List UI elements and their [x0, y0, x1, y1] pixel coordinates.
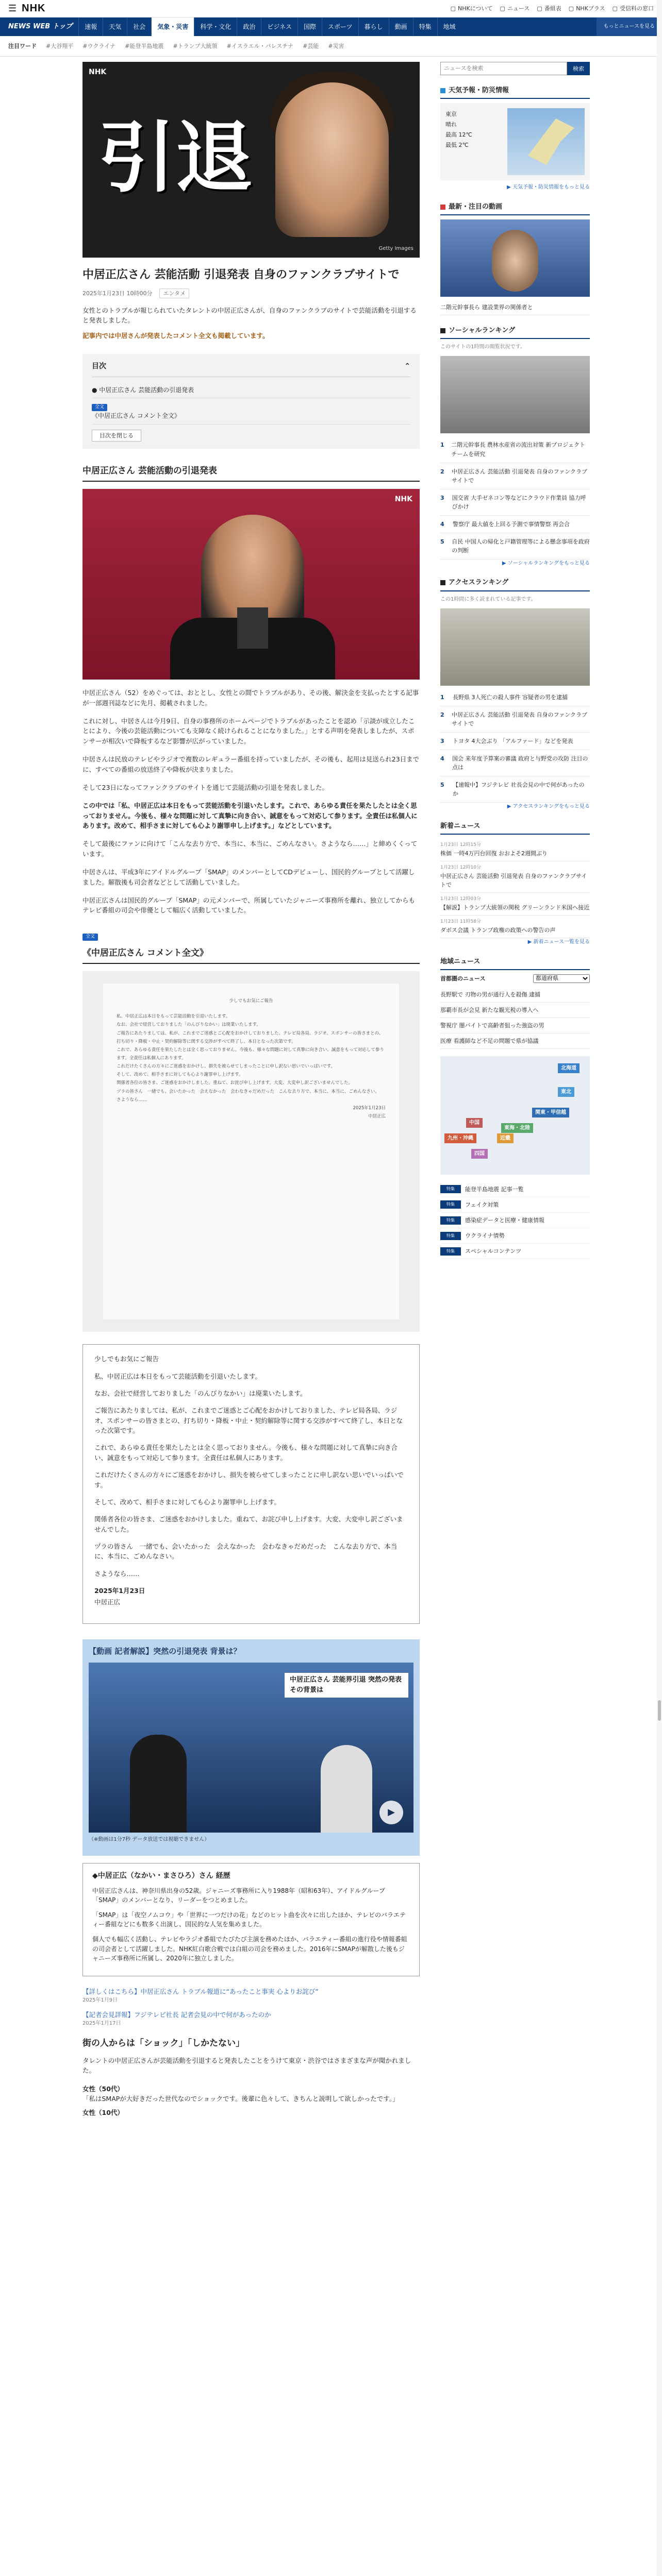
profile-paragraph: 「SMAP」は「夜空ノムコウ」や「世界に一つだけの花」などのヒット曲を次々に出したほか、テレビのバラエティー番組などにも数多く出演し、国民的な人気を集めました。	[92, 1911, 406, 1928]
letter-image-line: 中居正広	[368, 1113, 386, 1119]
trending-tag[interactable]: #ウクライナ	[82, 42, 116, 49]
nav-brand[interactable]: NEWS WEB トップ	[8, 22, 73, 30]
article	[82, 57, 420, 2122]
play-icon[interactable]: ▶	[379, 1801, 403, 1824]
letter-image-line: 関係者各位の皆さま、ご迷惑をおかけしました。重ねて、お詫び申し上げます。大変、大変申し訳ございませんでした。	[117, 1080, 353, 1086]
video-person-right	[321, 1745, 372, 1833]
region-map	[440, 1056, 590, 1175]
trending-label: 注目ワード	[8, 42, 37, 49]
letter-line: 私、中居正広は本日をもって芸能活動を引退いたします。	[94, 1372, 262, 1380]
nav-item-6[interactable]: ビジネス	[261, 18, 297, 36]
region-shikoku[interactable]: 四国	[471, 1149, 488, 1159]
top-header	[0, 0, 662, 18]
ranking-item[interactable]: 4 警察庁 最大値を上回る予測で事情警察 再会合	[440, 516, 590, 533]
access-ranking-image[interactable]	[440, 608, 590, 686]
table-of-contents	[82, 354, 420, 449]
profile-box	[82, 1863, 420, 1976]
more-new-link[interactable]: ▶ 新着ニュース一覧を見る	[527, 939, 590, 945]
video-title: 【動画 記者解説】突然の引退発表 背景は？	[89, 1646, 241, 1656]
page-title: 中居正広さん 芸能活動 引退発表 自身のファンクラブサイトで	[82, 268, 400, 281]
section2-head	[82, 931, 420, 941]
ranking-item[interactable]: 5 【速報中】フジテレビ 社長会見の中で何があったのか	[440, 776, 590, 803]
region-news-item[interactable]: 長野駅で 刃物の男が通行人を殺傷 逮捕	[440, 987, 590, 1003]
weather-summary: 東京 晴れ 最高 12℃ 最低 2℃	[445, 111, 472, 148]
news-item[interactable]: 1月23日 12時10分 中居正広さん 芸能活動 引退発表 自身のファンクラブサイトで	[440, 861, 590, 893]
region-news-item[interactable]: 警視庁 闇バイトで高齢者狙った強盗の男	[440, 1018, 590, 1033]
article-paragraph: 中居正広さん（52）をめぐっては、おととし、女性との間でトラブルがあり、その後、解決金を支払ったとする記事が一部週刊誌などに先月、掲載されました。	[82, 689, 419, 707]
region-news-title: 地域ニュース	[440, 957, 590, 970]
letter-line: これで、あらゆる責任を果たしたとは全く思っておりません。今後も、様々な問題に対して真摯に向き合い、誠意をもって対応して参ります。全責任は私個人にあります。	[94, 1444, 398, 1462]
search-input[interactable]	[440, 62, 567, 75]
ranking-icon	[440, 328, 445, 333]
toc-close-button[interactable]: 目次を閉じる	[92, 430, 141, 442]
nav-item-7[interactable]: 国際	[297, 18, 322, 36]
letter-image-line: なお、会社で経営しておりました「のんびりなかい」は廃業いたします。	[117, 1022, 261, 1028]
letter-image-line: さようなら……	[117, 1097, 147, 1103]
region-news-item[interactable]: 医療 看護師など不足の問題で県が協議	[440, 1033, 590, 1049]
letter-image-line: そして、改めて、相手さまに対しても心より謝罪申し上げます。	[117, 1072, 243, 1078]
voice-item	[82, 2108, 420, 2117]
video-caption: 中居正広さん 芸能界引退 突然の発表 その背景は	[285, 1673, 408, 1698]
video-icon	[440, 205, 445, 210]
microphone-icon	[237, 607, 268, 649]
letter-image-line: 少しでもお気にご報告	[229, 998, 273, 1004]
weather-map[interactable]	[440, 103, 590, 180]
related-date: 2025年1月9日	[82, 1997, 118, 2004]
top-link-fee[interactable]: ▢ 受信料の窓口	[612, 5, 654, 12]
ranking-item[interactable]: 3 国交省 大手ゼネコン等などにクラウド作業員 協力呼びかけ	[440, 489, 590, 516]
letter-line: さようなら……	[94, 1569, 140, 1578]
top-link-news[interactable]: ▢ ニュース	[500, 5, 530, 12]
article-date: 2025年1月23日 10時00分	[82, 290, 153, 297]
article-paragraph: タレントの中居正広さんが芸能活動を引退すると発表したことをうけて東京・渋谷ではさまざまな声が聞かれました。	[82, 2056, 411, 2075]
special-link[interactable]: 特集 フェイク対策	[440, 1197, 590, 1213]
thumbnail-face	[492, 230, 538, 292]
article-meta	[82, 289, 420, 298]
search-button[interactable]: 検索	[567, 62, 590, 75]
top-link-about[interactable]: ▢ NHKについて	[450, 5, 493, 12]
weather-icon	[440, 88, 445, 93]
hero-kanji: 引退	[98, 112, 253, 203]
social-ranking-image[interactable]	[440, 356, 590, 433]
article-paragraph: そして23日になってファンクラブのサイトを通じて芸能活動の引退を発表しました。	[82, 783, 329, 791]
voice-text: 「私はSMAPが大好きだった世代なのでショックです。後輩に色々して、きちんと説明して欲しかったです。」	[82, 2094, 399, 2103]
nav-item-0[interactable]: 速報	[78, 18, 103, 36]
letter-line: そして、改めて、相手さまに対しても心より謝罪申し上げます。	[94, 1498, 281, 1506]
new-news-title: 新着ニュース	[440, 821, 590, 835]
section-heading: 街の人からは「ショック」「しかたない」	[82, 2038, 245, 2049]
article-paragraph: 中居さんは民放のテレビやラジオで複数のレギュラー番組を持っていましたが、その後も、起用は見送られ23日までに、すべての番組の放送終了や降板が決まりました。	[82, 755, 420, 773]
voice-who: 女性（10代）	[82, 2109, 124, 2117]
letter-image-line: 2025年1月23日	[353, 1105, 386, 1111]
profile-title: ◆中居正広（なかい・まさひろ）さん 経歴	[92, 1871, 230, 1880]
ranking-item[interactable]: 5 自民 中国人の帰化と戸籍管理等による懸念事項を政府の判断	[440, 533, 590, 560]
trending-tag[interactable]: #芸能	[303, 42, 319, 49]
related-date: 2025年1月17日	[82, 2020, 121, 2026]
region-tohoku[interactable]: 東北	[558, 1087, 574, 1097]
region-hokkaido[interactable]: 北海道	[558, 1063, 580, 1074]
letter-line: 関係者各位の皆さま、ご迷惑をおかけしました。重ねて、お詫び申し上げます。大変、大変申し訳ございませんでした。	[94, 1515, 403, 1533]
letter-line: 少しでもお気にご報告	[94, 1355, 159, 1363]
nav-more[interactable]: もっとニュースを見る	[597, 18, 662, 36]
voice-item	[82, 2084, 420, 2104]
video-note: （※動画は1分7秒 データ放送では視聴できません）	[89, 1837, 210, 1843]
related-link[interactable]: 【詳しくはこちら】中居正広さん トラブル報道に“あったこと事実 心よりお詫び”	[82, 1987, 319, 1995]
video-player[interactable]	[89, 1663, 413, 1833]
ranking-item[interactable]: 1 二階元幹事長 農林水産省の流出対策 新プロジェクトチームを研究	[440, 436, 590, 463]
japan-map	[507, 108, 585, 175]
section-heading: 中居正広さん 芸能活動の引退発表	[82, 464, 420, 482]
ranking-item[interactable]: 1 長野県 3人死亡の殺人事件 容疑者の男を逮捕	[440, 689, 590, 706]
article-lead: 女性とのトラブルが報じられていたタレントの中居正広さんが、自身のファンクラブのサイトで芸能活動を引退すると発表しました。	[82, 306, 417, 325]
letter-paper	[103, 984, 399, 1319]
social-note: このサイトの1時間の閲覧状況です。	[440, 344, 525, 350]
related-links	[82, 1987, 420, 2028]
press-photo	[82, 489, 420, 680]
sidebar	[440, 57, 590, 2122]
trending-tag[interactable]: #大谷翔平	[46, 42, 74, 49]
prefecture-select[interactable]	[533, 974, 590, 983]
nav-item-2[interactable]: 社会	[127, 18, 151, 36]
letter-line: これだけたくさんの方々にご迷惑をおかけし、損失を被らせてしまったことに申し訳ない思いでいっぱいです。	[94, 1471, 404, 1489]
top-link-schedule[interactable]: ▢ 番組表	[537, 5, 561, 12]
toc-item[interactable]: 全文 《中居正広さん コメント全文》	[92, 398, 410, 425]
top-link-plus[interactable]: ▢ NHKプラス	[568, 5, 605, 12]
toc-badge: 全文	[92, 404, 107, 411]
special-link[interactable]: 特集 感染症データと医療・健康情報	[440, 1213, 590, 1228]
video-card[interactable]	[82, 1639, 420, 1856]
ranking-icon	[440, 580, 445, 585]
letter-text	[82, 1344, 420, 1624]
article-paragraph: そして最後にファンに向けて「こんな去り方で、本当に、本当に、ごめんなさい。さようなら……」と締めくくっています。	[82, 840, 418, 858]
region-label: 首都圏のニュース	[440, 975, 486, 982]
menu-icon[interactable]: ☰	[8, 3, 17, 14]
letter-image-line: ヅラの皆さん 一緒でも、会いたかった 会えなかった 会わなきゃだめだった こんな去り方で、本当に、本当に、ごめんなさい。	[117, 1089, 379, 1094]
letter-line: 2025年1月23日	[94, 1587, 145, 1595]
letter-line: 中居正広	[94, 1598, 121, 1606]
more-social-link[interactable]: ▶ ソーシャルランキングをもっと見る	[502, 560, 590, 566]
trending-tag[interactable]: #災害	[328, 42, 344, 49]
chevron-up-icon[interactable]: ⌃	[404, 362, 410, 371]
hero-image	[82, 62, 420, 258]
voice-who: 女性（50代）	[82, 2084, 124, 2093]
letter-image	[82, 971, 420, 1332]
top-links	[451, 4, 654, 13]
access-note: この1時間に多く読まれている記事です。	[440, 596, 536, 602]
nav-item-9[interactable]: 暮らし	[358, 18, 389, 36]
region-news-item[interactable]: 那覇市長が会見 新たな観光税の導入へ	[440, 1003, 590, 1018]
nav-item-4[interactable]: 科学・文化	[194, 18, 237, 36]
video-thumbnail[interactable]	[440, 219, 590, 297]
letter-image-line: ご報告にあたりましては、私が、これまでご迷惑とご心配をおかけしておりました、テレビ局各局、ラジオ、スポンサーの皆さまとの、打ち切り・降板・中止・契約解除等に関する交渉がすべて終了し、本日となった次第です。	[117, 1030, 384, 1044]
news-item[interactable]: 1月23日 11時58分 ダボス会議 トランプ政権の政策への警告の声	[440, 916, 590, 938]
special-link[interactable]: 特集 ウクライナ情勢	[440, 1228, 590, 1244]
nav-item-3[interactable]: 気象・災害	[151, 18, 194, 36]
main-nav	[0, 18, 662, 36]
page-body	[0, 57, 662, 2122]
ranking-item[interactable]: 3 トヨタ 4大会ぶり 「アルファード」などを発表	[440, 733, 590, 750]
special-link[interactable]: 特集 スペシャルコンテンツ	[440, 1244, 590, 1259]
nav-item-5[interactable]: 政治	[237, 18, 261, 36]
toc-head	[92, 361, 410, 377]
region-selector	[440, 974, 590, 983]
article-paragraph: 中居正広さんは国民的グループ「SMAP」の元メンバーで、所属していたジャニーズ事務所を離れ、独立してからもテレビ番組の司会や俳優として幅広く活動していました。	[82, 896, 416, 914]
region-chugoku[interactable]: 中国	[466, 1118, 483, 1128]
weather-title: 天気予報・防災情報	[440, 86, 590, 99]
section2-badge: 全文	[82, 934, 98, 941]
video-widget-title: 最新・注目の動画	[440, 202, 590, 215]
related-link[interactable]: 【記者会見詳報】フジテレビ社長 記者会見の中で何があったのか	[82, 2010, 271, 2019]
nav-item-10[interactable]: 動画	[389, 18, 413, 36]
news-item[interactable]: 1月23日 12時15分 株価 一時4万円台回復 おおよそ2週間ぶり	[440, 839, 590, 861]
region-kanto[interactable]: 関東・甲信越	[532, 1108, 569, 1118]
nav-item-1[interactable]: 天気	[103, 18, 127, 36]
category-tag[interactable]: エンタメ	[159, 289, 189, 298]
ranking-item[interactable]: 2 中居正広さん 芸能活動 引退発表 自身のファンクラブサイトで	[440, 463, 590, 489]
profile-paragraph: 個人でも幅広く活動し、テレビやラジオ番組でたびたび主演を務めたほか、バラエティー番組の進行役や情報番組の司会者として活躍しました。NHK紅白歌合戦では白組の司会を務めました。2016年にSMAPが解散した後もジャニーズ事務所に所属し、2020年に独立しました。	[92, 1935, 407, 1962]
hero-face	[275, 82, 389, 237]
letter-line: なお、会社で経営しておりました「のんびりなかい」は廃業いたします。	[94, 1389, 307, 1397]
region-tokai[interactable]: 東海・北陸	[501, 1123, 533, 1133]
profile-paragraph: 中居正広さんは、神奈川県出身の52歳。ジャニーズ事務所に入り1988年（昭和63年）、アイドルグループ「SMAP」のメンバーとなり、リーダーをつとめました。	[92, 1887, 385, 1904]
letter-image-line: 私、中居正広は本日をもって芸能活動を引退いたします。	[117, 1014, 230, 1020]
toc-item[interactable]: ● 中居正広さん 芸能活動の引退発表	[92, 382, 410, 399]
photo-nhk-badge: NHK	[394, 495, 412, 504]
trending-tag[interactable]: #イスラエル・パレスチナ	[226, 42, 294, 49]
section-heading: 《中居正広さん コメント全文》	[82, 946, 420, 964]
letter-line: ご報告にあたりましては、私が、これまでご迷惑とご心配をおかけしておりました、テレビ局各局、ラジオ、スポンサーの皆さまとの、打ち切り・降板・中止・契約解除等に関する交渉がすべて終了し、本日となった次第です。	[94, 1406, 403, 1434]
news-item[interactable]: 1月23日 12時03分 【解説】トランプ大統領の関税 グリーンランド米国へ接近	[440, 893, 590, 916]
letter-line: ヅラの皆さん 一緒でも、会いたかった 会えなかった 会わなきゃだめだった こんな去り方で、本当に、本当に、ごめんなさい。	[94, 1543, 398, 1561]
hero-nhk-badge: NHK	[89, 68, 107, 76]
video-caption-side[interactable]: 二階元幹事長ら 建設業界の関係者と	[440, 300, 590, 315]
nhk-logo[interactable]: NHK	[22, 3, 46, 14]
toc-title: 目次	[92, 362, 106, 371]
nav-item-11[interactable]: 特集	[413, 18, 437, 36]
more-weather-link[interactable]: ▶ 天気予報・防災情報をもっと見る	[507, 184, 590, 191]
ranking-item[interactable]: 2 中居正広さん 芸能活動 引退発表 自身のファンクラブサイトで	[440, 706, 590, 733]
ranking-item[interactable]: 4 国会 来年度予算案の審議 政府と与野党の攻防 注目の点は	[440, 750, 590, 776]
article-paragraph: 中居さんは、平成3年にアイドルグループ「SMAP」のメンバーとしてCDデビューし、国民的グループとして活躍しました。解散後も司会者などとして活動していました。	[82, 868, 415, 886]
social-ranking-title: ソーシャルランキング	[440, 326, 590, 339]
special-link[interactable]: 特集 能登半島地震 記事一覧	[440, 1182, 590, 1197]
article-paragraph: この中では「私、中居正広は本日をもって芸能活動を引退いたします。これで、あらゆる責任を果たしたとは全く思っておりません。今後も、様々な問題に対して真摯に向き合い、誠意をもって対応して参ります。全責任は私個人にあります。改めて、相手さまに対しても心より謝罪申し上げます。」などとしています。	[82, 802, 418, 830]
scrollbar-thumb[interactable]	[658, 1700, 661, 1721]
hero-credit: Getty Images	[378, 245, 413, 251]
trending-tag[interactable]: #トランプ大統領	[173, 42, 218, 49]
trending-tag[interactable]: #能登半島地震	[125, 42, 164, 49]
nav-item-8[interactable]: スポーツ	[322, 18, 358, 36]
region-kyushu[interactable]: 九州・沖縄	[444, 1133, 476, 1144]
trending-words	[0, 36, 662, 57]
page-scrollbar[interactable]	[657, 0, 662, 2576]
letter-image-line: これで、あらゆる責任を果たしたとは全く思っておりません。今後も、様々な問題に対して真摯に向き合い、誠意をもって対応して参ります。全責任は私個人にあります。	[117, 1047, 384, 1061]
more-access-link[interactable]: ▶ アクセスランキングをもっと見る	[507, 804, 590, 810]
letter-image-line: これだけたくさんの方々にご迷惑をおかけし、損失を被らせてしまったことに申し訳ない思いでいっぱいです。	[117, 1064, 336, 1070]
search-box	[440, 62, 590, 75]
video-person-left	[130, 1735, 187, 1833]
nav-item-12[interactable]: 地域	[437, 18, 461, 36]
region-kinki[interactable]: 近畿	[497, 1133, 514, 1144]
article-paragraph: これに対し、中居さんは今月9日、自身の事務所のホームページでトラブルがあったことを認め「示談が成立したことにより、今後の芸能活動についても支障なく続けられることになりました。」とする声明を発表しましたが、スポンサーが相次いで降板するなど影響が広がっていました。	[82, 717, 415, 745]
access-ranking-title: アクセスランキング	[440, 578, 590, 591]
article-note: 記事内では中居さんが発表したコメント全文も掲載しています。	[82, 331, 269, 340]
